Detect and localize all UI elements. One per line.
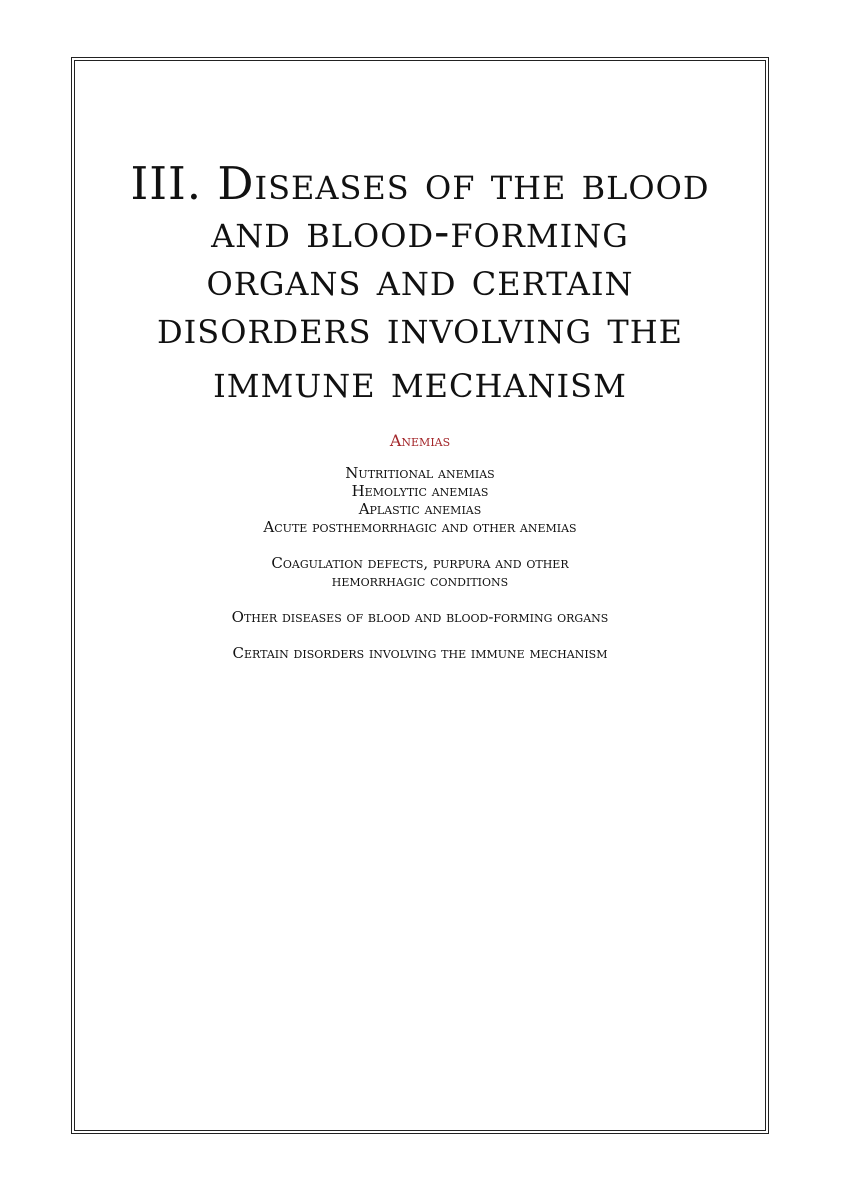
- chapter-title-line: disorders involving the: [157, 301, 683, 354]
- table-of-contents: [71, 432, 769, 680]
- chapter-title-line: III. Diseases of the blood: [130, 157, 710, 210]
- toc-item-coagulation-defects: Coagulation defects, purpura and other: [271, 554, 569, 572]
- section-heading-anemias: Anemias: [389, 431, 451, 450]
- toc-item-aplastic-anemias: Aplastic anemias: [358, 500, 482, 518]
- toc-item-hemolytic-anemias: Hemolytic anemias: [351, 482, 489, 500]
- immune-group: [71, 644, 769, 662]
- toc-item-acute-posthemorrhagic: Acute posthemorrhagic and other anemias: [263, 518, 577, 536]
- toc-item-other-diseases: Other diseases of blood and blood-forming organs: [231, 608, 609, 626]
- toc-item-nutritional-anemias: Nutritional anemias: [345, 464, 495, 482]
- chapter-title-line: and blood-forming: [211, 205, 629, 258]
- toc-item-coagulation-defects-cont: hemorrhagic conditions: [331, 572, 509, 590]
- coagulation-group: [71, 554, 769, 590]
- chapter-title: [71, 157, 769, 408]
- other-diseases-group: [71, 608, 769, 626]
- toc-item-immune-disorders: Certain disorders involving the immune mechanism: [232, 644, 608, 662]
- chapter-title-line: immune mechanism: [213, 355, 627, 408]
- anemias-group: [71, 464, 769, 536]
- chapter-title-line: organs and certain: [206, 253, 634, 306]
